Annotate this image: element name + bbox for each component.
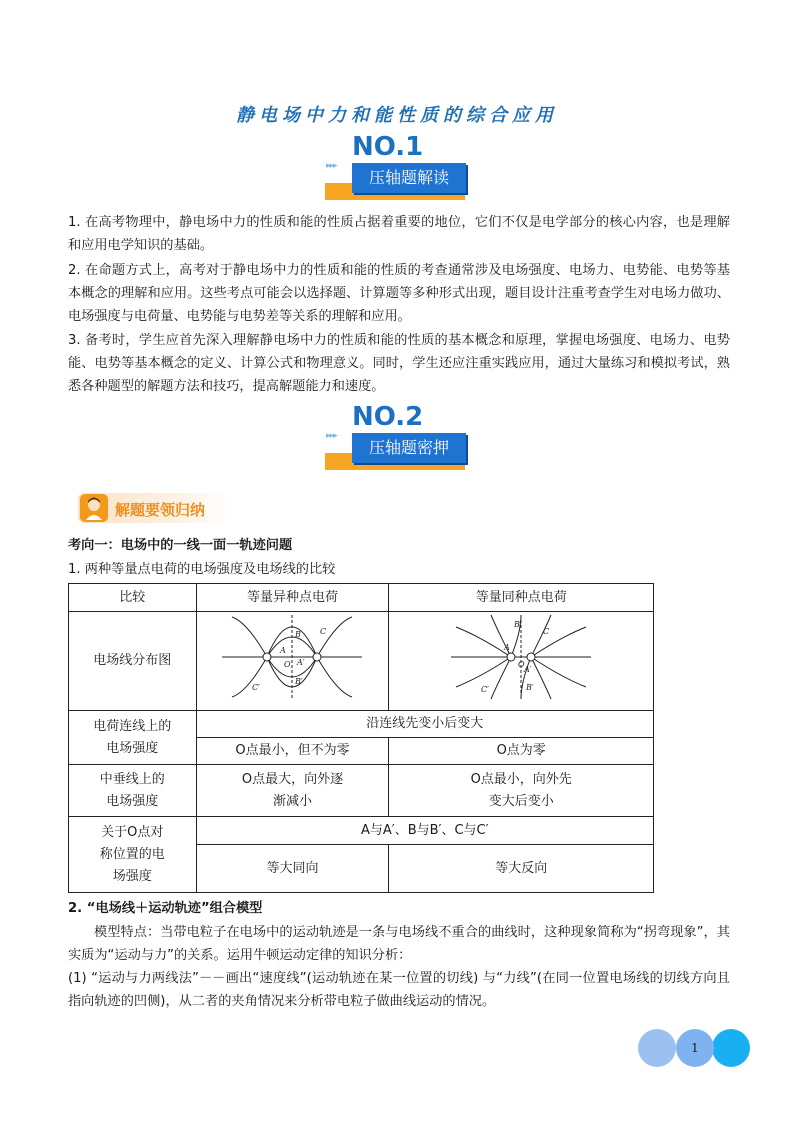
comparison-table	[68, 583, 654, 893]
diagram-label-c: C	[543, 627, 550, 636]
diagram-label-c-prime: C′	[481, 685, 490, 694]
section-number-1: NO.1	[352, 132, 424, 162]
intro-paragraph-3: 3. 备考时，学生应首先深入理解静电场中力的性质和能的性质的基本概念和原理，掌握电场强度、电场力、电势能、电势等基本概念的定义、计算公式和物理意义。同时，学生还应注重实践应用，通过大量练习和模拟考试，熟悉各种题型的解题方法和技巧，提高解题能力和速度。	[68, 333, 730, 394]
diagram-label-b-prime: B′	[295, 677, 304, 686]
intro-paragraph-1: 1. 在高考物理中，静电场中力的性质和能的性质占据着重要的地位，它们不仅是电学部分的核心内容，也是理解和应用电学知识的基础。	[68, 215, 730, 253]
table-row-label: 电场线分布图	[69, 612, 197, 711]
row-label-line: 电场强度	[106, 793, 159, 809]
row-label-line: 中垂线上的	[99, 771, 165, 787]
point-heading-2: 2. “电场线＋运动轨迹”组合模型	[68, 901, 263, 916]
table-cell-merged: 沿连线先变小后变大	[196, 711, 653, 738]
table-cell: 等大反向	[389, 845, 654, 893]
diagram-label-o: O	[284, 660, 292, 669]
diagram-label-b-prime: B′	[526, 683, 534, 692]
section-banner-1: 压轴题解读	[352, 163, 466, 193]
table-header-same: 等量同种点电荷	[389, 584, 654, 612]
student-avatar-icon	[80, 494, 108, 522]
cell-line: O点最小，向外先	[470, 771, 572, 787]
summary-heading: 解题要领归纳	[115, 501, 206, 519]
page-indicator-circle	[638, 1029, 676, 1067]
diagram-label-b: B	[295, 630, 302, 639]
model-paragraph: 模型特点：当带电粒子在电场中的运动轨迹是一条与电场线不重合的曲线时，这种现象简称为“拐弯现象”，其实质为“运动与力”的关系。运用牛顿运动定律的知识分析：	[68, 925, 730, 963]
table-cell: O点为零	[389, 738, 654, 765]
table-cell-merged: A与A′、B与B′、C与C′	[196, 817, 653, 845]
table-cell	[389, 765, 654, 817]
field-lines-opposite-diagram	[217, 612, 367, 702]
diagram-label-c-prime: C′	[252, 683, 261, 692]
row-label-line: 电荷连线上的	[93, 718, 172, 734]
section-banner-2: 压轴题密押	[352, 433, 466, 463]
diagram-same-charges	[389, 612, 654, 711]
table-cell: O点最小，但不为零	[196, 738, 389, 765]
field-lines-same-diagram	[446, 612, 596, 702]
row-label-line: 称位置的电	[99, 846, 165, 862]
rule-paragraph-1: (1) “运动与力两线法”－－画出“速度线”(运动轨迹在某一位置的切线) 与“力线”(在同一位置电场线的切线方向且指向轨迹的凹侧)，从二者的夹角情况来分析带电粒子做曲线运动的情况。	[68, 971, 730, 1009]
table-header-compare: 比较	[69, 584, 197, 612]
cell-line: 渐减小	[272, 793, 312, 809]
diagram-label-a: A	[504, 643, 510, 652]
cell-line: 变大后变小	[488, 793, 554, 809]
cell-line: O点最大，向外逐	[241, 771, 344, 787]
arrow-decoration-icon: ▸▸▸	[326, 431, 337, 441]
diagram-label-a-prime: A′	[297, 658, 306, 667]
page-title: 静电场中力和能性质的综合应用	[236, 105, 558, 126]
diagram-label-o: O	[518, 660, 525, 669]
table-cell: 等大同向	[196, 845, 389, 893]
page-indicator-circle	[712, 1029, 750, 1067]
table-header-opposite: 等量异种点电荷	[196, 584, 389, 612]
diagram-opposite-charges	[196, 612, 389, 711]
table-row-label	[69, 765, 197, 817]
diagram-label-a: A	[280, 646, 287, 655]
table-cell	[196, 765, 389, 817]
diagram-label-c: C	[320, 627, 327, 636]
row-label-line: 电场强度	[106, 740, 159, 756]
table-row-label	[69, 711, 197, 765]
topic-heading: 考向一：电场中的一线一面一轨迹问题	[68, 538, 293, 553]
intro-paragraph-2: 2. 在命题方式上，高考对于静电场中力的性质和能的性质的考查通常涉及电场强度、电场力、电势能、电势等基本概念的理解和应用。这些考点可能会以选择题、计算题等多种形式出现，题目设计注重考查学生对电场力做功、电场强度与电荷量、电势能与电势差等关系的理解和应用。	[68, 263, 730, 324]
diagram-label-b: B	[514, 620, 521, 629]
table-row-label	[69, 817, 197, 893]
section-number-2: NO.2	[352, 402, 424, 432]
point-heading-1: 1. 两种等量点电荷的电场强度及电场线的比较	[68, 562, 336, 577]
diagram-label-a-prime: A′	[524, 665, 532, 674]
arrow-decoration-icon: ▸▸▸	[326, 161, 337, 171]
row-label-line: 场强度	[112, 868, 152, 884]
row-label-line: 关于O点对	[101, 824, 164, 840]
page-number: 1	[676, 1029, 714, 1067]
